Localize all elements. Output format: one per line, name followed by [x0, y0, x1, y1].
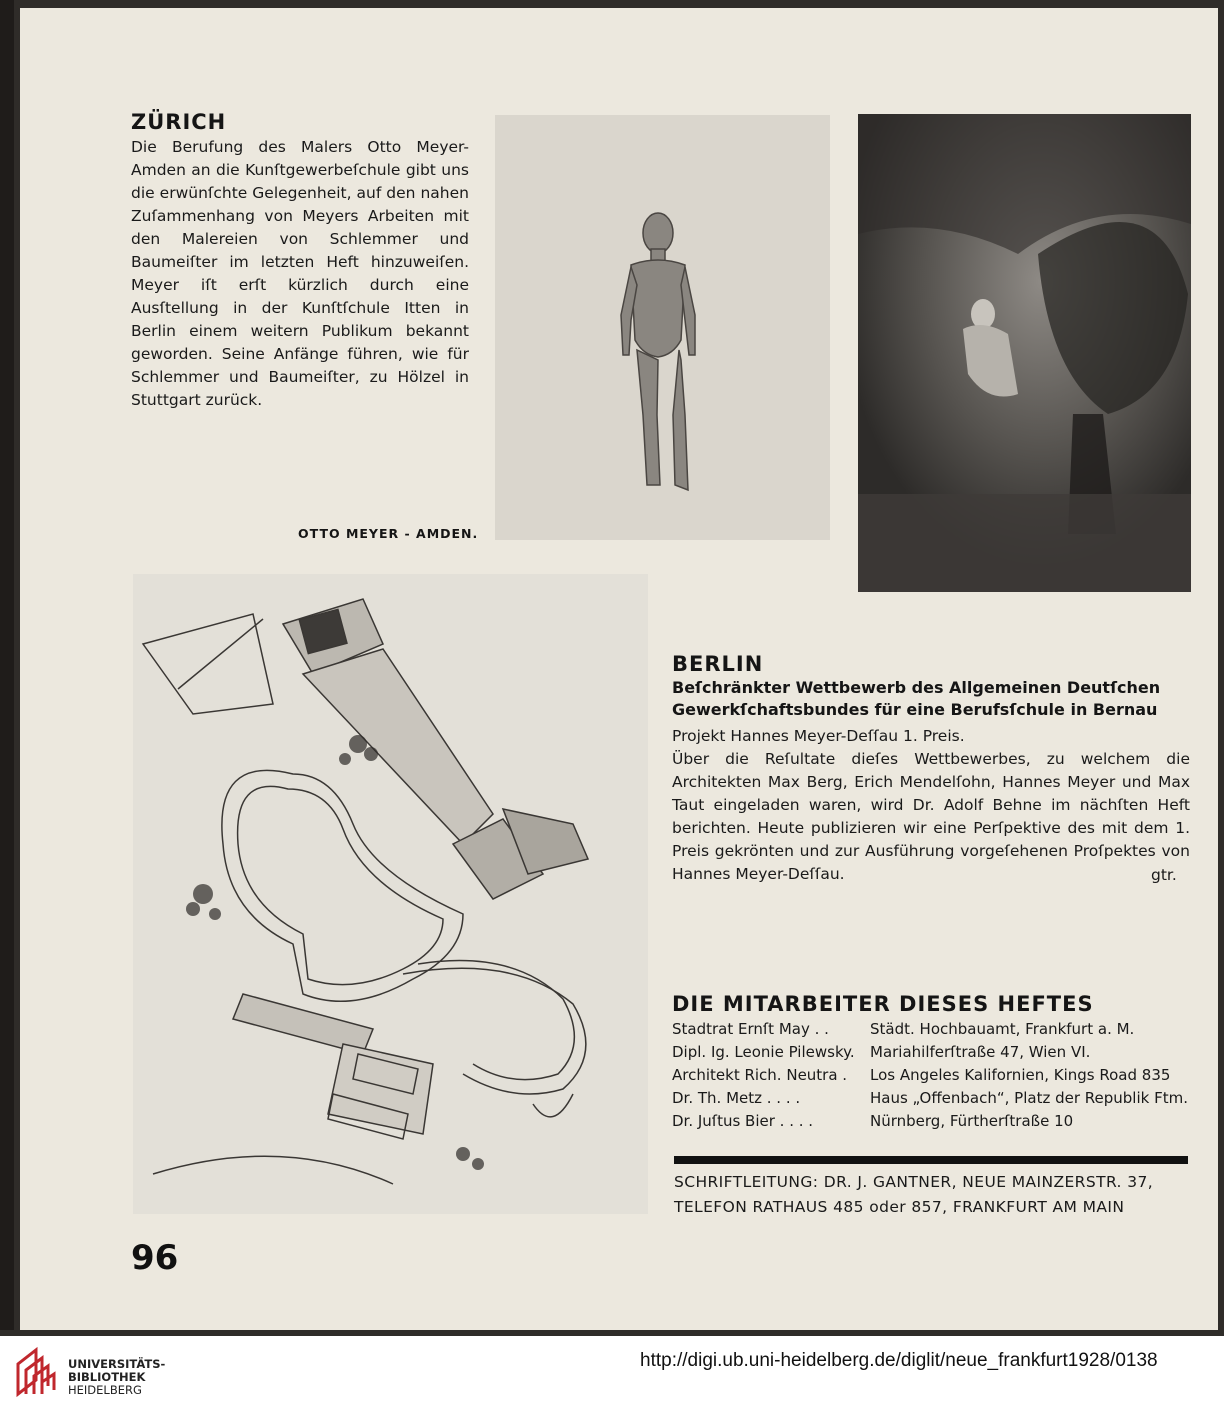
contributor-name: Dr. Juſtus Bier . . . .	[672, 1112, 814, 1130]
figure-atmospheric-painting	[858, 114, 1191, 592]
library-logo-icon	[14, 1346, 60, 1398]
contributor-row	[672, 1018, 1190, 1041]
zurich-text: Die Berufung des Malers Otto Meyer-Amden an die Kunſtgewerbeſchule gibt uns die erwünſchte Gelegenheit, auf den nahen Zuſammenhang von Meyers Arbeiten mit den Malereien von Schlemmer und Baumeiſter im letzten Heft hinzuweiſen. Meyer iſt erſt kürzlich durch eine Ausſtellung in der Kunſtſchule Itten in Berlin einem weitern Publikum bekannt geworden. Seine Anfänge führen, wie für Schlemmer und Baumeiſter, zu Hölzel in Stuttgart zurück.	[131, 138, 469, 409]
contributors-list	[672, 1018, 1190, 1133]
zurich-heading: ZÜRICH	[131, 110, 227, 134]
contributor-name: Dr. Th. Metz . . . .	[672, 1089, 801, 1107]
figure-bernau-school-perspective	[133, 574, 648, 1214]
berlin-project-line: Projekt Hannes Meyer-Deſſau 1. Preis.	[672, 727, 965, 745]
berlin-subheading: Beſchränkter Wettbewerb des Allgemeinen Deutſchen Gewerkſchaftsbundes für eine Berufsſchule in Bernau	[672, 678, 1161, 719]
editorial-info	[674, 1170, 1190, 1220]
editorial-line-2: TELEFON RATHAUS 485 oder 857, FRANKFURT AM MAIN	[674, 1198, 1125, 1216]
contributor-address: Mariahilferſtraße 47, Wien VI.	[870, 1043, 1091, 1061]
contributors-heading: DIE MITARBEITER DIESES HEFTES	[672, 992, 1094, 1016]
contributor-address: Städt. Hochbauamt, Frankfurt a. M.	[870, 1020, 1135, 1038]
berlin-heading: BERLIN	[672, 652, 764, 676]
contributor-row	[672, 1041, 1190, 1064]
contributor-row	[672, 1064, 1190, 1087]
library-name: UNIVERSITÄTS- BIBLIOTHEK HEIDELBERG	[68, 1357, 166, 1397]
zurich-figure-caption: OTTO MEYER - AMDEN.	[298, 526, 479, 541]
viewer-footer	[0, 1336, 1224, 1422]
contributor-address: Haus „Offenbach“, Platz der Republik Ftm.	[870, 1089, 1188, 1107]
editorial-line-1: SCHRIFTLEITUNG: DR. J. GANTNER, NEUE MAINZERSTR. 37,	[674, 1173, 1154, 1191]
contributor-name: Architekt Rich. Neutra .	[672, 1066, 848, 1084]
divider-rule	[674, 1156, 1188, 1164]
berlin-text: Über die Reſultate dieſes Wettbewerbes, zu welchem die Architekten Max Berg, Erich Mendelſohn, Hannes Meyer und Max Taut eingeladen waren, wird Dr. Adolf Behne im nächſten Heft berichten. Heute publizieren wir eine Perſpektive des mit dem 1. Preis gekrönten und zur Ausführung vorgeſehenen Proſpektes von Hannes Meyer-Deſſau.	[672, 750, 1190, 883]
figure-standing-nude-drawing	[495, 115, 830, 540]
berlin-signature: gtr.	[1151, 866, 1177, 884]
contributor-row	[672, 1087, 1190, 1110]
source-url-link[interactable]: http://digi.ub.uni-heidelberg.de/diglit/neue_frankfurt1928/0138	[640, 1350, 1158, 1371]
contributor-name: Stadtrat Ernſt May . .	[672, 1020, 829, 1038]
contributor-address: Los Angeles Kalifornien, Kings Road 835	[870, 1066, 1171, 1084]
contributor-address: Nürnberg, Fürtherſtraße 10	[870, 1112, 1074, 1130]
contributor-row	[672, 1110, 1190, 1133]
book-spine-edge	[0, 0, 14, 1330]
page-number: 96	[131, 1238, 179, 1278]
contributor-name: Dipl. Ig. Leonie Pilewsky.	[672, 1043, 855, 1061]
